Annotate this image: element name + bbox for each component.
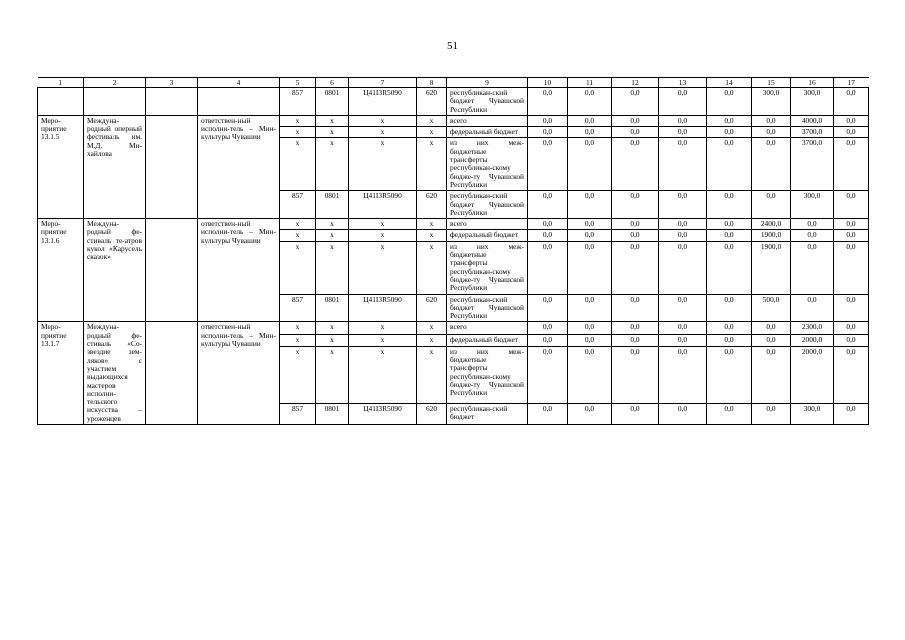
value-cell: 300,0 (791, 403, 834, 424)
column-number: 1 (38, 78, 84, 88)
value-cell: 0,0 (752, 127, 791, 138)
code-cell: x (417, 138, 447, 191)
value-cell: 0,0 (612, 346, 659, 403)
column-number: 13 (659, 78, 707, 88)
value-cell: 0,0 (834, 322, 869, 334)
code-cell: x (316, 241, 349, 294)
value-cell: 0,0 (528, 241, 568, 294)
value-cell: 0,0 (834, 127, 869, 138)
value-cell: 0,0 (528, 115, 568, 126)
code-cell: x (316, 334, 349, 346)
code-cell: x (417, 241, 447, 294)
value-cell: 0,0 (707, 219, 752, 230)
source-cell: из них меж-бюджетные трансферты республикан-скому бюдже-ту Чувашской Республики (447, 241, 528, 294)
code-cell: Ц41I3R5090 (349, 88, 417, 116)
value-cell: 0,0 (528, 127, 568, 138)
code-cell: x (349, 346, 417, 403)
event-name-cell: Междуна-родный оперный фестиваль им. М.Д. Ми-хайлова (84, 115, 146, 218)
table-row (38, 88, 869, 116)
value-cell: 0,0 (528, 230, 568, 241)
value-cell: 0,0 (659, 294, 707, 322)
column-number: 9 (447, 78, 528, 88)
code-cell: x (417, 115, 447, 126)
value-cell: 0,0 (659, 403, 707, 424)
source-cell: федеральный бюджет (447, 127, 528, 138)
code-cell: Ц41I3R5090 (349, 191, 417, 219)
column-number: 14 (707, 78, 752, 88)
value-cell: 0,0 (707, 138, 752, 191)
value-cell: 0,0 (659, 322, 707, 334)
value-cell: 1900,0 (752, 230, 791, 241)
value-cell: 0,0 (528, 322, 568, 334)
value-cell: 0,0 (568, 115, 612, 126)
value-cell: 0,0 (707, 88, 752, 116)
empty-cell (146, 322, 198, 425)
code-cell: x (316, 219, 349, 230)
code-cell: x (280, 115, 316, 126)
source-cell: из них меж-бюджетные трансферты республикан-скому бюдже-ту Чувашской Республики (447, 346, 528, 403)
value-cell: 0,0 (707, 403, 752, 424)
event-name-cell: Междуна-родный фе-стиваль «Со-звездие зем-ляков» с участием выдающихся мастеров исполни-тельского искусства – уроженцев (84, 322, 146, 425)
value-cell: 0,0 (707, 191, 752, 219)
value-cell: 0,0 (612, 88, 659, 116)
value-cell: 0,0 (707, 294, 752, 322)
value-cell: 0,0 (834, 334, 869, 346)
code-cell: 857 (280, 88, 316, 116)
value-cell: 0,0 (707, 127, 752, 138)
value-cell: 0,0 (612, 241, 659, 294)
value-cell: 0,0 (568, 219, 612, 230)
value-cell: 0,0 (707, 115, 752, 126)
value-cell: 0,0 (834, 403, 869, 424)
code-cell: 857 (280, 191, 316, 219)
value-cell: 0,0 (568, 322, 612, 334)
code-cell: Ц41I3R5090 (349, 294, 417, 322)
code-cell: x (280, 241, 316, 294)
code-cell: x (349, 115, 417, 126)
code-cell: x (280, 230, 316, 241)
page-number: 51 (447, 40, 458, 52)
value-cell: 0,0 (528, 138, 568, 191)
code-cell: 620 (417, 191, 447, 219)
value-cell: 0,0 (752, 115, 791, 126)
table-row (38, 219, 869, 230)
value-cell: 0,0 (752, 322, 791, 334)
column-number: 7 (349, 78, 417, 88)
value-cell: 0,0 (791, 241, 834, 294)
code-cell: x (417, 322, 447, 334)
value-cell: 0,0 (568, 403, 612, 424)
code-cell: x (316, 230, 349, 241)
code-cell: x (349, 241, 417, 294)
column-number: 17 (834, 78, 869, 88)
code-cell: x (417, 127, 447, 138)
code-cell: 0801 (316, 88, 349, 116)
value-cell: 0,0 (659, 219, 707, 230)
code-cell: x (316, 138, 349, 191)
value-cell: 3700,0 (791, 138, 834, 191)
value-cell: 0,0 (612, 219, 659, 230)
executor-cell: ответствен-ный исполни-тель – Мин-культуры Чувашии (198, 322, 280, 425)
column-number: 4 (198, 78, 280, 88)
code-cell: x (417, 334, 447, 346)
source-cell: всего (447, 115, 528, 126)
value-cell: 0,0 (568, 230, 612, 241)
code-cell: x (280, 127, 316, 138)
value-cell: 0,0 (612, 138, 659, 191)
value-cell: 1900,0 (752, 241, 791, 294)
value-cell: 0,0 (752, 334, 791, 346)
value-cell: 0,0 (834, 294, 869, 322)
value-cell: 0,0 (707, 230, 752, 241)
column-number: 2 (84, 78, 146, 88)
value-cell: 0,0 (568, 88, 612, 116)
value-cell: 0,0 (568, 241, 612, 294)
value-cell: 0,0 (528, 219, 568, 230)
code-cell: x (417, 346, 447, 403)
code-cell: 0801 (316, 294, 349, 322)
code-cell: x (349, 230, 417, 241)
column-number: 15 (752, 78, 791, 88)
code-cell: 857 (280, 403, 316, 424)
code-cell: 620 (417, 294, 447, 322)
value-cell: 0,0 (568, 294, 612, 322)
code-cell: 0801 (316, 403, 349, 424)
value-cell: 0,0 (528, 346, 568, 403)
column-number: 3 (146, 78, 198, 88)
value-cell: 0,0 (612, 322, 659, 334)
value-cell: 0,0 (568, 127, 612, 138)
code-cell: x (280, 138, 316, 191)
value-cell: 0,0 (707, 322, 752, 334)
value-cell: 300,0 (791, 191, 834, 219)
event-name-cell: Междуна-родный фе-стиваль те-атров кукол «Карусель сказок» (84, 219, 146, 322)
event-cell: Меро-приятие 13.1.5 (38, 115, 84, 218)
value-cell: 0,0 (834, 219, 869, 230)
executor-cell: ответствен-ный исполни-тель – Мин-культуры Чувашии (198, 219, 280, 322)
code-cell: x (349, 334, 417, 346)
value-cell: 2000,0 (791, 334, 834, 346)
code-cell: 857 (280, 294, 316, 322)
source-cell: республикан-ский бюджет (447, 403, 528, 424)
value-cell: 0,0 (568, 191, 612, 219)
code-cell: x (417, 230, 447, 241)
code-cell: x (280, 219, 316, 230)
value-cell: 0,0 (528, 294, 568, 322)
table-body (38, 88, 869, 425)
column-number: 8 (417, 78, 447, 88)
value-cell: 0,0 (834, 88, 869, 116)
value-cell: 0,0 (659, 334, 707, 346)
code-cell: x (417, 219, 447, 230)
executor-cell: ответствен-ный исполни-тель – Мин-культуры Чувашии (198, 115, 280, 218)
value-cell: 0,0 (568, 138, 612, 191)
value-cell: 0,0 (659, 346, 707, 403)
value-cell: 0,0 (707, 241, 752, 294)
table-row (38, 322, 869, 334)
code-cell: x (316, 115, 349, 126)
value-cell: 0,0 (752, 403, 791, 424)
column-number: 11 (568, 78, 612, 88)
value-cell: 0,0 (707, 334, 752, 346)
value-cell: 0,0 (659, 115, 707, 126)
value-cell: 0,0 (612, 230, 659, 241)
value-cell: 0,0 (791, 230, 834, 241)
value-cell: 0,0 (612, 115, 659, 126)
value-cell: 0,0 (612, 294, 659, 322)
value-cell: 0,0 (834, 115, 869, 126)
column-number: 6 (316, 78, 349, 88)
code-cell: x (349, 219, 417, 230)
value-cell: 0,0 (659, 138, 707, 191)
column-number: 16 (791, 78, 834, 88)
value-cell: 0,0 (707, 346, 752, 403)
source-cell: республикан-ский бюджет Чувашской Республики (447, 88, 528, 116)
value-cell: 300,0 (752, 88, 791, 116)
event-cell: Меро-приятие 13.1.7 (38, 322, 84, 425)
code-cell: x (349, 322, 417, 334)
code-cell: 0801 (316, 191, 349, 219)
code-cell: x (280, 322, 316, 334)
value-cell: 0,0 (791, 294, 834, 322)
value-cell: 2400,0 (752, 219, 791, 230)
value-cell: 0,0 (834, 230, 869, 241)
value-cell: 0,0 (752, 138, 791, 191)
value-cell: 0,0 (752, 191, 791, 219)
column-number: 10 (528, 78, 568, 88)
value-cell: 0,0 (659, 88, 707, 116)
event-cell: Меро-приятие 13.1.6 (38, 219, 84, 322)
code-cell: x (316, 346, 349, 403)
value-cell: 0,0 (528, 334, 568, 346)
value-cell: 500,0 (752, 294, 791, 322)
column-number: 12 (612, 78, 659, 88)
source-cell: федеральный бюджет (447, 334, 528, 346)
code-cell: x (316, 322, 349, 334)
value-cell: 0,0 (528, 403, 568, 424)
value-cell: 0,0 (659, 127, 707, 138)
value-cell: 0,0 (612, 334, 659, 346)
code-cell: Ц41I3R5090 (349, 403, 417, 424)
value-cell: 0,0 (568, 346, 612, 403)
source-cell: республикан-ский бюджет Чувашской Республики (447, 191, 528, 219)
code-cell: 620 (417, 403, 447, 424)
value-cell: 0,0 (528, 88, 568, 116)
table-row (38, 115, 869, 126)
value-cell: 0,0 (528, 191, 568, 219)
value-cell: 3700,0 (791, 127, 834, 138)
source-cell: республикан-ский бюджет Чувашской Республики (447, 294, 528, 322)
code-cell: x (349, 138, 417, 191)
empty-cell (146, 219, 198, 322)
value-cell: 0,0 (612, 127, 659, 138)
value-cell: 0,0 (834, 241, 869, 294)
value-cell: 2000,0 (791, 346, 834, 403)
value-cell: 300,0 (791, 88, 834, 116)
value-cell: 0,0 (568, 334, 612, 346)
code-cell: x (280, 346, 316, 403)
value-cell: 0,0 (791, 219, 834, 230)
value-cell: 2300,0 (791, 322, 834, 334)
source-cell: федеральный бюджет (447, 230, 528, 241)
value-cell: 0,0 (659, 191, 707, 219)
value-cell: 0,0 (834, 191, 869, 219)
source-cell: из них меж-бюджетные трансферты республикан-скому бюдже-ту Чувашской Республики (447, 138, 528, 191)
value-cell: 0,0 (612, 191, 659, 219)
empty-cell (146, 115, 198, 218)
value-cell: 0,0 (612, 403, 659, 424)
source-cell: всего (447, 219, 528, 230)
column-number-row (38, 78, 869, 88)
value-cell: 0,0 (834, 346, 869, 403)
code-cell: x (280, 334, 316, 346)
value-cell: 4000,0 (791, 115, 834, 126)
source-cell: всего (447, 322, 528, 334)
budget-table (37, 77, 869, 425)
code-cell: x (349, 127, 417, 138)
value-cell: 0,0 (834, 138, 869, 191)
column-number: 5 (280, 78, 316, 88)
code-cell: 620 (417, 88, 447, 116)
value-cell: 0,0 (659, 241, 707, 294)
value-cell: 0,0 (752, 346, 791, 403)
code-cell: x (316, 127, 349, 138)
value-cell: 0,0 (659, 230, 707, 241)
